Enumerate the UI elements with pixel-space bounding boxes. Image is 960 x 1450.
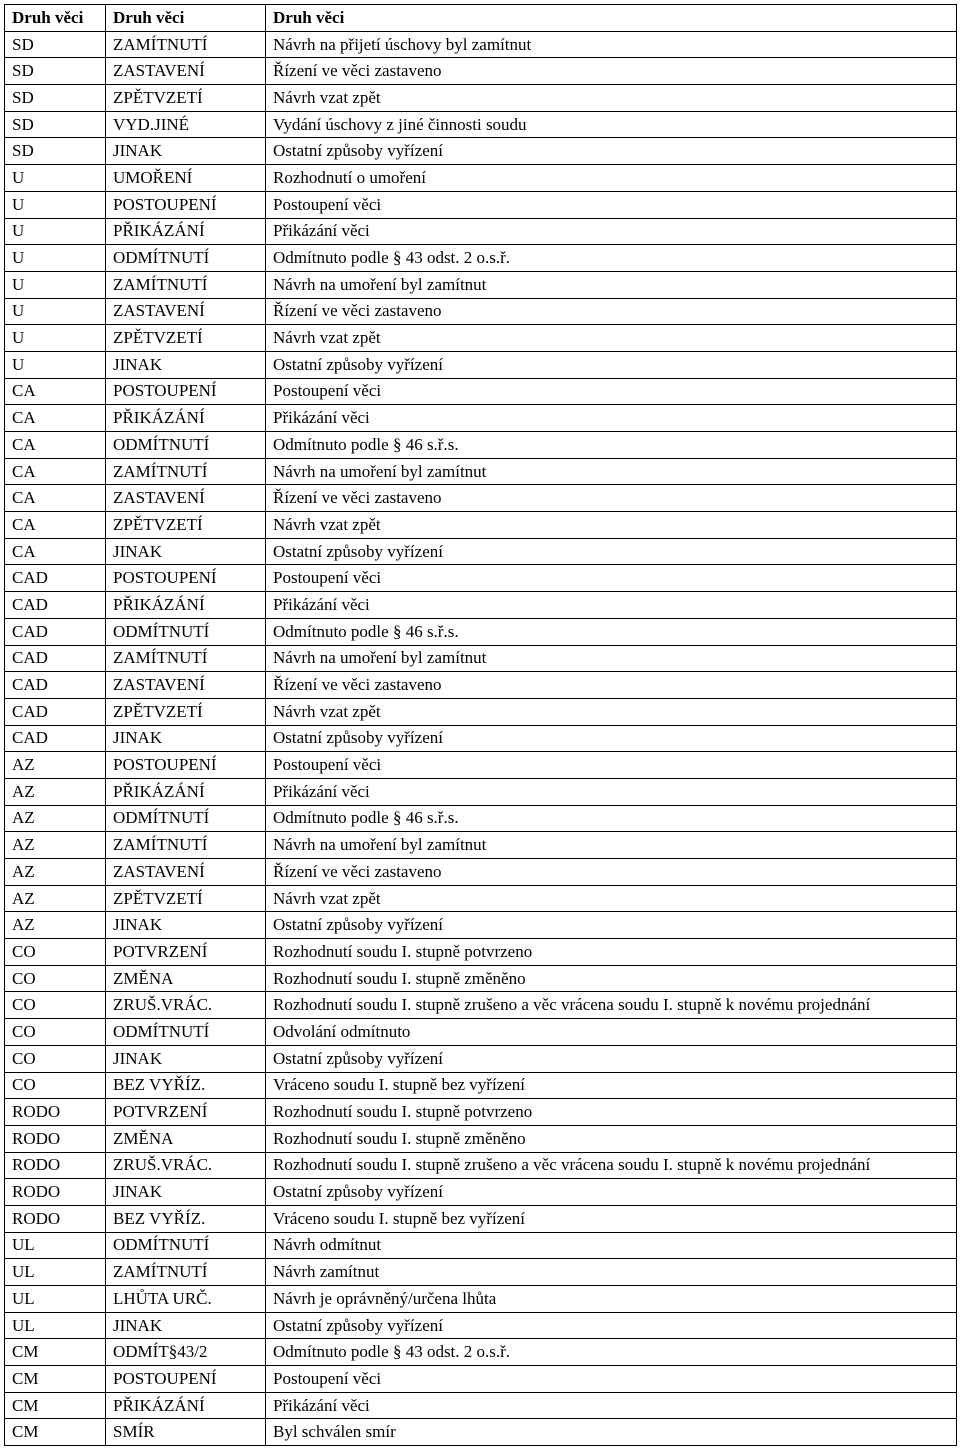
table-row [5, 752, 957, 779]
cell-agenda: AZ [5, 752, 106, 779]
cell-code: POSTOUPENÍ [106, 378, 266, 405]
cell-description: Odmítnuto podle § 43 odst. 2 o.s.ř. [266, 1339, 957, 1366]
cell-description: Řízení ve věci zastaveno [266, 672, 957, 699]
table-row [5, 618, 957, 645]
cell-agenda: CM [5, 1339, 106, 1366]
cell-agenda: SD [5, 58, 106, 85]
table-row [5, 1339, 957, 1366]
cell-description: Návrh na přijetí úschovy byl zamítnut [266, 31, 957, 58]
cell-agenda: U [5, 165, 106, 192]
cell-code: BEZ VYŘÍZ. [106, 1205, 266, 1232]
cell-agenda: CO [5, 939, 106, 966]
cell-code: PŘIKÁZÁNÍ [106, 778, 266, 805]
header-cell-description: Druh věci [266, 5, 957, 32]
table-row [5, 965, 957, 992]
cell-code: ZASTAVENÍ [106, 58, 266, 85]
table-row [5, 58, 957, 85]
cell-agenda: CAD [5, 592, 106, 619]
cell-code: UMOŘENÍ [106, 165, 266, 192]
cell-description: Návrh vzat zpět [266, 325, 957, 352]
cell-code: ZAMÍTNUTÍ [106, 645, 266, 672]
table-row [5, 939, 957, 966]
cell-code: ODMÍTNUTÍ [106, 245, 266, 272]
cell-agenda: SD [5, 138, 106, 165]
cell-agenda: CAD [5, 618, 106, 645]
table-row [5, 859, 957, 886]
table-row [5, 885, 957, 912]
table-row [5, 1045, 957, 1072]
table-row [5, 1259, 957, 1286]
table-row [5, 1392, 957, 1419]
table-row [5, 1232, 957, 1259]
cell-description: Řízení ve věci zastaveno [266, 485, 957, 512]
cell-agenda: CO [5, 1045, 106, 1072]
cell-code: POTVRZENÍ [106, 1099, 266, 1126]
table-row [5, 645, 957, 672]
cell-description: Odmítnuto podle § 46 s.ř.s. [266, 618, 957, 645]
cell-agenda: U [5, 351, 106, 378]
cell-description: Odmítnuto podle § 43 odst. 2 o.s.ř. [266, 245, 957, 272]
cell-description: Ostatní způsoby vyřízení [266, 1179, 957, 1206]
cell-agenda: CO [5, 1019, 106, 1046]
cell-description: Ostatní způsoby vyřízení [266, 138, 957, 165]
table-row [5, 191, 957, 218]
table-row [5, 85, 957, 112]
cell-agenda: AZ [5, 859, 106, 886]
table-row [5, 1152, 957, 1179]
cell-description: Postoupení věci [266, 378, 957, 405]
cell-description: Řízení ve věci zastaveno [266, 298, 957, 325]
cell-description: Rozhodnutí soudu I. stupně změněno [266, 965, 957, 992]
cell-agenda: CO [5, 965, 106, 992]
cell-code: JINAK [106, 351, 266, 378]
cell-description: Ostatní způsoby vyřízení [266, 1312, 957, 1339]
cell-description: Ostatní způsoby vyřízení [266, 725, 957, 752]
cell-agenda: U [5, 191, 106, 218]
cell-code: ODMÍTNUTÍ [106, 432, 266, 459]
cell-agenda: U [5, 271, 106, 298]
table-row [5, 1286, 957, 1313]
cell-code: ODMÍT§43/2 [106, 1339, 266, 1366]
cell-code: VYD.JINÉ [106, 111, 266, 138]
cell-code: POTVRZENÍ [106, 939, 266, 966]
cell-agenda: U [5, 218, 106, 245]
cell-code: ZAMÍTNUTÍ [106, 271, 266, 298]
cell-description: Návrh vzat zpět [266, 512, 957, 539]
cell-code: JINAK [106, 1045, 266, 1072]
table-row [5, 1179, 957, 1206]
table-row [5, 1366, 957, 1393]
cell-description: Vydání úschovy z jiné činnosti soudu [266, 111, 957, 138]
table-row [5, 672, 957, 699]
header-cell-code: Druh věci [106, 5, 266, 32]
cell-agenda: RODO [5, 1152, 106, 1179]
table-row [5, 138, 957, 165]
cell-description: Návrh na umoření byl zamítnut [266, 832, 957, 859]
table-header [5, 5, 957, 32]
table-row [5, 912, 957, 939]
table-row [5, 1205, 957, 1232]
cell-agenda: CA [5, 538, 106, 565]
cell-agenda: AZ [5, 832, 106, 859]
cell-code: ZAMÍTNUTÍ [106, 31, 266, 58]
cell-code: ZPĚTVZETÍ [106, 698, 266, 725]
cell-description: Odvolání odmítnuto [266, 1019, 957, 1046]
header-row [5, 5, 957, 32]
cell-code: JINAK [106, 538, 266, 565]
table-row [5, 1125, 957, 1152]
cell-description: Vráceno soudu I. stupně bez vyřízení [266, 1205, 957, 1232]
cell-description: Rozhodnutí soudu I. stupně zrušeno a věc vrácena soudu I. stupně k novému projednání [266, 992, 957, 1019]
cell-description: Odmítnuto podle § 46 s.ř.s. [266, 432, 957, 459]
table-row [5, 111, 957, 138]
cell-agenda: CA [5, 512, 106, 539]
table-row [5, 165, 957, 192]
table-row [5, 325, 957, 352]
table-row [5, 512, 957, 539]
cell-agenda: CA [5, 485, 106, 512]
cell-agenda: SD [5, 31, 106, 58]
cell-code: PŘIKÁZÁNÍ [106, 405, 266, 432]
cell-description: Ostatní způsoby vyřízení [266, 912, 957, 939]
cell-description: Návrh je oprávněný/určena lhůta [266, 1286, 957, 1313]
table-row [5, 805, 957, 832]
cell-agenda: UL [5, 1259, 106, 1286]
cell-code: ZAMÍTNUTÍ [106, 1259, 266, 1286]
cell-description: Odmítnuto podle § 46 s.ř.s. [266, 805, 957, 832]
table-row [5, 698, 957, 725]
cell-code: PŘIKÁZÁNÍ [106, 592, 266, 619]
table-row [5, 1312, 957, 1339]
table-row [5, 458, 957, 485]
cell-code: JINAK [106, 138, 266, 165]
cell-agenda: CO [5, 992, 106, 1019]
cell-code: BEZ VYŘÍZ. [106, 1072, 266, 1099]
cell-agenda: UL [5, 1232, 106, 1259]
cell-agenda: CA [5, 432, 106, 459]
cell-code: ZPĚTVZETÍ [106, 85, 266, 112]
cell-code: PŘIKÁZÁNÍ [106, 1392, 266, 1419]
table-row [5, 351, 957, 378]
cell-code: ZPĚTVZETÍ [106, 885, 266, 912]
cell-agenda: RODO [5, 1179, 106, 1206]
cell-code: ZASTAVENÍ [106, 485, 266, 512]
cell-agenda: CAD [5, 645, 106, 672]
cell-agenda: AZ [5, 805, 106, 832]
table-row [5, 1099, 957, 1126]
table-row [5, 378, 957, 405]
cell-agenda: AZ [5, 912, 106, 939]
cell-code: ZRUŠ.VRÁC. [106, 992, 266, 1019]
code-table [4, 4, 957, 1446]
cell-code: POSTOUPENÍ [106, 565, 266, 592]
cell-description: Návrh na umoření byl zamítnut [266, 271, 957, 298]
cell-description: Vráceno soudu I. stupně bez vyřízení [266, 1072, 957, 1099]
table-row [5, 592, 957, 619]
cell-description: Návrh zamítnut [266, 1259, 957, 1286]
cell-description: Přikázání věci [266, 405, 957, 432]
cell-agenda: AZ [5, 778, 106, 805]
cell-code: ZASTAVENÍ [106, 298, 266, 325]
cell-agenda: CAD [5, 565, 106, 592]
cell-description: Návrh vzat zpět [266, 885, 957, 912]
cell-code: JINAK [106, 1312, 266, 1339]
table-row [5, 725, 957, 752]
cell-description: Rozhodnutí soudu I. stupně potvrzeno [266, 939, 957, 966]
table-body [5, 31, 957, 1445]
cell-code: ZMĚNA [106, 965, 266, 992]
cell-code: POSTOUPENÍ [106, 752, 266, 779]
cell-code: JINAK [106, 1179, 266, 1206]
table-row [5, 245, 957, 272]
cell-agenda: CO [5, 1072, 106, 1099]
cell-agenda: CAD [5, 698, 106, 725]
cell-description: Ostatní způsoby vyřízení [266, 538, 957, 565]
cell-description: Návrh vzat zpět [266, 698, 957, 725]
cell-description: Návrh na umoření byl zamítnut [266, 458, 957, 485]
cell-description: Byl schválen smír [266, 1419, 957, 1446]
cell-agenda: CM [5, 1419, 106, 1446]
table-row [5, 832, 957, 859]
cell-agenda: RODO [5, 1099, 106, 1126]
cell-code: ZMĚNA [106, 1125, 266, 1152]
cell-agenda: RODO [5, 1205, 106, 1232]
cell-code: ZASTAVENÍ [106, 672, 266, 699]
cell-description: Postoupení věci [266, 752, 957, 779]
header-cell-agenda: Druh věci [5, 5, 106, 32]
cell-agenda: CAD [5, 672, 106, 699]
cell-code: ZAMÍTNUTÍ [106, 458, 266, 485]
cell-agenda: U [5, 245, 106, 272]
cell-description: Návrh na umoření byl zamítnut [266, 645, 957, 672]
cell-description: Postoupení věci [266, 191, 957, 218]
table-row [5, 1419, 957, 1446]
cell-agenda: U [5, 325, 106, 352]
cell-agenda: CA [5, 458, 106, 485]
table-row [5, 432, 957, 459]
table-row [5, 992, 957, 1019]
cell-code: ZRUŠ.VRÁC. [106, 1152, 266, 1179]
cell-description: Rozhodnutí soudu I. stupně změněno [266, 1125, 957, 1152]
cell-description: Přikázání věci [266, 778, 957, 805]
table-row [5, 1072, 957, 1099]
cell-description: Návrh vzat zpět [266, 85, 957, 112]
cell-code: SMÍR [106, 1419, 266, 1446]
cell-code: LHŮTA URČ. [106, 1286, 266, 1313]
cell-agenda: UL [5, 1286, 106, 1313]
table-row [5, 405, 957, 432]
cell-description: Ostatní způsoby vyřízení [266, 351, 957, 378]
cell-description: Přikázání věci [266, 1392, 957, 1419]
cell-code: JINAK [106, 912, 266, 939]
cell-agenda: SD [5, 111, 106, 138]
table-row [5, 538, 957, 565]
cell-code: JINAK [106, 725, 266, 752]
cell-description: Řízení ve věci zastaveno [266, 58, 957, 85]
table-row [5, 1019, 957, 1046]
cell-agenda: U [5, 298, 106, 325]
cell-agenda: AZ [5, 885, 106, 912]
cell-description: Přikázání věci [266, 218, 957, 245]
cell-code: POSTOUPENÍ [106, 191, 266, 218]
cell-code: PŘIKÁZÁNÍ [106, 218, 266, 245]
cell-code: ZPĚTVZETÍ [106, 512, 266, 539]
table-row [5, 31, 957, 58]
table-row [5, 298, 957, 325]
cell-code: ODMÍTNUTÍ [106, 805, 266, 832]
cell-code: POSTOUPENÍ [106, 1366, 266, 1393]
cell-agenda: RODO [5, 1125, 106, 1152]
cell-description: Ostatní způsoby vyřízení [266, 1045, 957, 1072]
cell-agenda: CA [5, 378, 106, 405]
table-row [5, 485, 957, 512]
cell-description: Rozhodnutí o umoření [266, 165, 957, 192]
cell-agenda: CA [5, 405, 106, 432]
cell-agenda: UL [5, 1312, 106, 1339]
cell-code: ODMÍTNUTÍ [106, 1019, 266, 1046]
cell-code: ODMÍTNUTÍ [106, 618, 266, 645]
cell-code: ZASTAVENÍ [106, 859, 266, 886]
cell-description: Návrh odmítnut [266, 1232, 957, 1259]
cell-code: ODMÍTNUTÍ [106, 1232, 266, 1259]
cell-code: ZAMÍTNUTÍ [106, 832, 266, 859]
table-row [5, 778, 957, 805]
cell-agenda: CM [5, 1366, 106, 1393]
table-row [5, 565, 957, 592]
cell-code: ZPĚTVZETÍ [106, 325, 266, 352]
table-row [5, 218, 957, 245]
cell-agenda: CM [5, 1392, 106, 1419]
cell-description: Řízení ve věci zastaveno [266, 859, 957, 886]
cell-description: Postoupení věci [266, 565, 957, 592]
cell-agenda: SD [5, 85, 106, 112]
cell-description: Přikázání věci [266, 592, 957, 619]
cell-agenda: CAD [5, 725, 106, 752]
cell-description: Rozhodnutí soudu I. stupně potvrzeno [266, 1099, 957, 1126]
cell-description: Postoupení věci [266, 1366, 957, 1393]
table-row [5, 271, 957, 298]
cell-description: Rozhodnutí soudu I. stupně zrušeno a věc vrácena soudu I. stupně k novému projednání [266, 1152, 957, 1179]
